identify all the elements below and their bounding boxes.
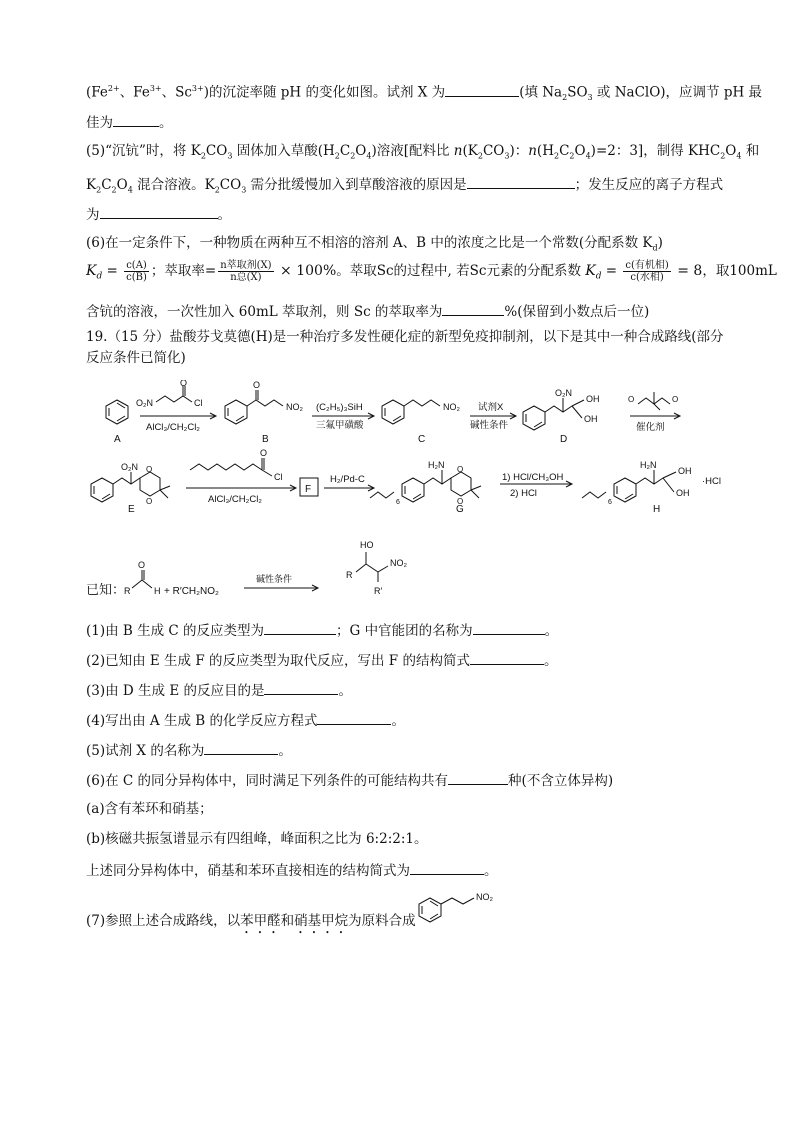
answer-blank-reason[interactable] xyxy=(467,174,575,189)
fraction-kd: $\frac{c(A)}{c(B)}$ xyxy=(126,260,147,283)
g-chain-6: 6 xyxy=(396,499,400,506)
q19-sub5: (5)试剂 X 的名称为 。 xyxy=(86,740,292,760)
reagent3-x: 试剂X xyxy=(478,402,504,413)
known-reaction xyxy=(80,534,420,606)
h-nh2: H₂N xyxy=(640,460,657,470)
h-hcl: ·HCl xyxy=(702,476,721,487)
q7-target-structure xyxy=(410,886,520,932)
d-oh-1: OH xyxy=(586,394,600,404)
synthesis-scheme xyxy=(0,380,794,520)
reagent1-cl: Cl xyxy=(194,398,203,408)
answer-blank-q5[interactable] xyxy=(204,740,278,755)
answer-blank-ph[interactable] xyxy=(113,112,159,127)
g-o2: O xyxy=(457,497,464,506)
answer-blank-q1-type[interactable] xyxy=(264,620,336,635)
q18-line2: 佳为 。 xyxy=(86,112,173,132)
d-oh-2: OH xyxy=(584,414,598,424)
label-f: F xyxy=(305,484,312,495)
q18-p5-line2: $K_2C_2O_4$ 混合溶液。$K_2CO_3$ 需分批缓慢加入到草酸溶液的原因是 ；发生反应的离子方程式 xyxy=(86,174,723,200)
h-oh-2: OH xyxy=(676,488,690,498)
reagent4-o2: O xyxy=(672,395,679,404)
e-o1: O xyxy=(146,465,153,474)
q7-target-no2: NO₂ xyxy=(476,892,493,902)
e-o2: O xyxy=(146,497,153,506)
q19-intro-line1: 19.（15 分）盐酸芬戈莫德(H)是一种治疗多发性硬化症的新型免疫抑制剂，以下是其中一种合成路线(部分 xyxy=(86,329,724,345)
d-no2: O₂N xyxy=(555,388,572,398)
compound-g-structure xyxy=(370,470,481,502)
known-h: H xyxy=(154,586,161,596)
q18-p5-line1: (5)“沉钪”时，将 $K_2CO_3$ 固体加入草酸$(H_2C_2O_4)$溶液[配料比 $n(K_2CO_3)$：$n(H_2C_2O_4)=2$：3]，制得 $KHC_2O_4$ 和 xyxy=(86,143,760,161)
q19-sub6b: (b)核磁共振氢谱显示有四组峰，峰面积之比为 6:2:2:1。 xyxy=(86,831,428,847)
reagent7-step2: 2) HCl xyxy=(510,488,537,499)
known-product-r: R xyxy=(346,570,353,580)
known-r: R xyxy=(124,586,131,596)
g-nh2: H₂N xyxy=(428,460,445,470)
compound-d-structure xyxy=(523,398,584,430)
known-reactant2: + R′CH₂NO₂ xyxy=(164,586,219,597)
reagent1-conditions: AlCl₃/CH₂Cl₂ xyxy=(146,422,200,433)
answer-blank-q6-count[interactable] xyxy=(448,770,508,785)
reagent2-acid: 三氟甲磺酸 xyxy=(316,420,364,431)
compound-c-structure xyxy=(382,400,440,424)
reagent4-catalyst: 催化剂 xyxy=(636,422,665,433)
label-c: C xyxy=(418,434,426,445)
label-g: G xyxy=(456,504,464,515)
q19-sub6c: 上述同分异构体中，硝基和苯环直接相连的结构简式为 。 xyxy=(86,860,498,880)
h-chain-6: 6 xyxy=(608,499,612,506)
compound-h-structure xyxy=(582,470,676,502)
answer-blank-q4[interactable] xyxy=(317,710,391,725)
c-no2: NO₂ xyxy=(443,402,460,412)
known-product-rprime: R′ xyxy=(374,586,383,596)
b-carbonyl-o: O xyxy=(253,380,261,390)
reagent2-silane: (C₂H₅)₃SiH xyxy=(316,402,363,413)
label-h: H xyxy=(653,504,661,515)
q18-p5-line3: 为 。 xyxy=(86,204,231,224)
answer-blank-q1-group[interactable] xyxy=(473,620,545,635)
q18-p6-formula-line: $K_d$ = $\frac{c(A)}{c(B)}$ ；萃取率= $\frac{\text{n萃取剂(X)}}{\text{n总(X)}}$ × 100%。萃取Sc的过程中, 若Sc元素的分配系数 $K_d$ = $\frac{\text{c(有机相)}}{\text{c(水相)}}$ = 8，取100mL xyxy=(86,260,777,283)
q18-p6-line1: (6)在一定条件下，一种物质在两种互不相溶的溶剂 A、B 中的浓度之比是一个常数(分配系数 $K_d$) xyxy=(86,235,663,253)
answer-blank-ionic-equation[interactable] xyxy=(100,204,218,219)
h-oh-1: OH xyxy=(678,466,692,476)
known-o: O xyxy=(138,560,146,570)
reagent3-conditions: 碱性条件 xyxy=(470,420,509,431)
q19-sub2: (2)已知由 E 生成 F 的反应类型为取代反应，写出 F 的结构简式 。 xyxy=(86,650,557,670)
answer-blank-extraction-rate[interactable] xyxy=(442,301,504,316)
reagent5-o: O xyxy=(260,448,268,458)
label-b: B xyxy=(262,434,269,445)
known-product-no2: NO₂ xyxy=(390,558,407,568)
compound-a-benzene xyxy=(106,400,128,424)
fraction-extraction-rate: $\frac{\text{n萃取剂(X)}}{\text{n总(X)}}$ xyxy=(220,260,272,283)
reagent1-no2: O₂N xyxy=(136,398,153,408)
answer-blank-q3[interactable] xyxy=(264,680,338,695)
q19-sub3: (3)由 D 生成 E 的反应目的是 。 xyxy=(86,680,352,700)
g-o1: O xyxy=(457,465,464,474)
label-a: A xyxy=(114,434,121,445)
q19-sub6a: (a)含有苯环和硝基； xyxy=(86,801,213,817)
b-no2: NO₂ xyxy=(286,402,303,412)
compound-e-structure xyxy=(91,472,170,502)
reagent1-o: O xyxy=(180,380,188,388)
reagent6-h2: H₂/Pd-C xyxy=(330,474,365,485)
q19-sub4: (4)写出由 A 生成 B 的化学反应方程式 。 xyxy=(86,710,405,730)
known-label: 已知： xyxy=(86,582,126,597)
reagent5-cl: Cl xyxy=(274,472,283,482)
compound-b-structure xyxy=(225,390,283,424)
answer-blank-q2[interactable] xyxy=(470,650,544,665)
q19-sub7: (7)参照上述合成路线，以苯甲醛和硝基甲烷为原料合成 xyxy=(86,913,416,929)
reagent5-conditions: AlCl₃/CH₂Cl₂ xyxy=(208,494,262,505)
known-condition: 碱性条件 xyxy=(256,574,293,584)
q19-sub1: (1)由 B 生成 C 的反应类型为 ；G 中官能团的名称为 。 xyxy=(86,620,558,640)
q19-sub6: (6)在 C 的同分异构体中，同时满足下列条件的可能结构共有 种(不含立体异构) xyxy=(86,770,613,790)
reagent4-o1: O xyxy=(628,395,635,404)
answer-blank-q6-structure[interactable] xyxy=(410,860,484,875)
label-d: D xyxy=(560,434,568,445)
fraction-sc-kd: $\frac{\text{c(有机相)}}{\text{c(水相)}}$ xyxy=(625,260,669,283)
q19-intro-line2: 反应条件已简化) xyxy=(86,350,186,366)
known-product-ho: HO xyxy=(360,540,374,550)
q18-line1: ($Fe^{2+}$、$Fe^{3+}$、$Sc^{3+}$)的沉淀率随 pH 的变化如图。试剂 X 为 (填 $Na_2SO_3$ 或 NaClO)，应调节 pH 最 xyxy=(86,80,762,107)
e-no2: O₂N xyxy=(121,462,138,472)
reagent7-step1: 1) HCl/CH₃OH xyxy=(502,472,564,483)
answer-blank-reagent-x[interactable] xyxy=(445,82,519,97)
label-e: E xyxy=(128,504,135,515)
q18-p6-line3: 含钪的溶液，一次性加入 60mL 萃取剂，则 Sc 的萃取率为 %(保留到小数点后一位) xyxy=(86,301,649,321)
